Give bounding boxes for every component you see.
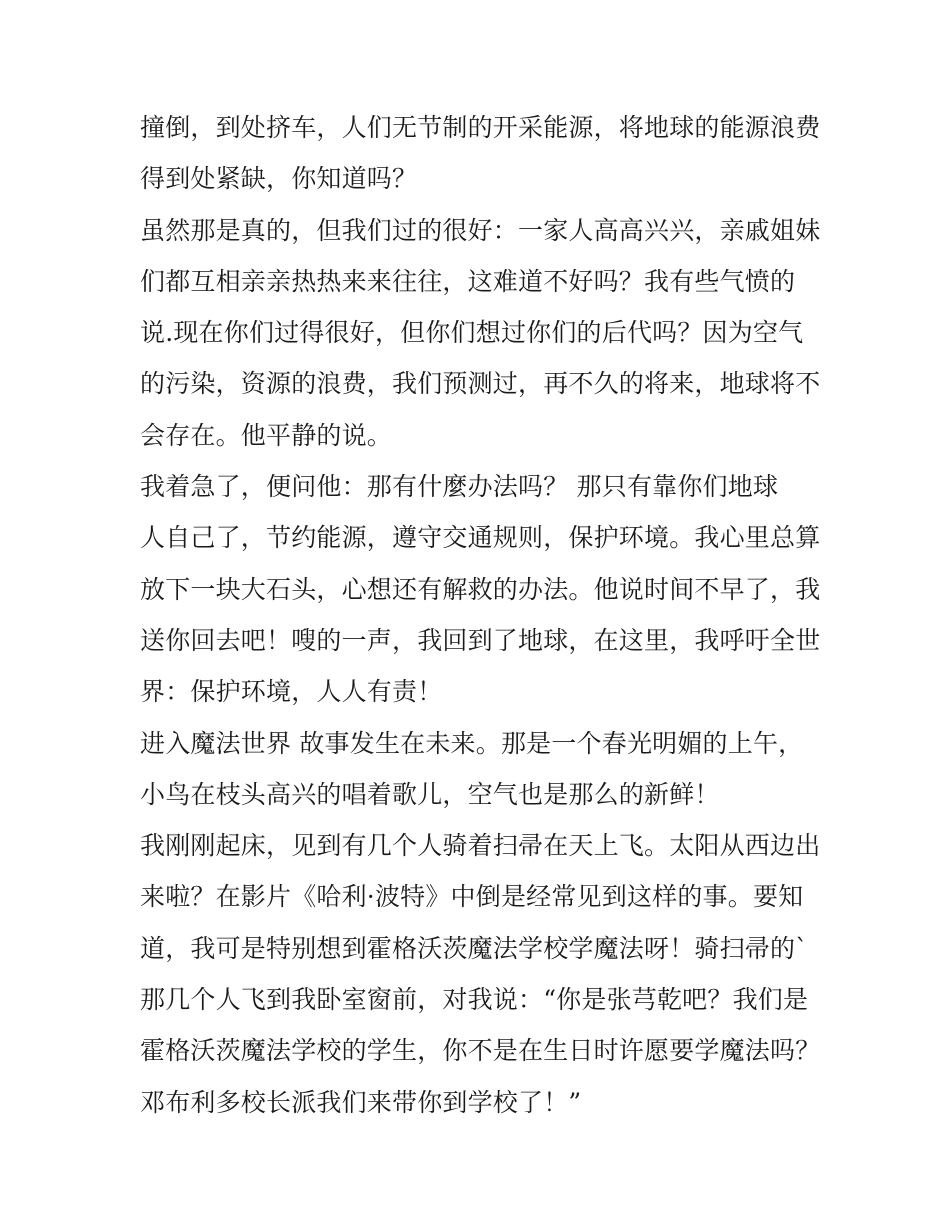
text-line: 进入魔法世界 故事发生在未来。那是一个春光明媚的上午， <box>140 728 804 758</box>
text-line: 小鸟在枝头高兴的唱着歌儿，空气也是那么的新鲜！ <box>140 779 720 809</box>
text-line: 送你回去吧！嗖的一声，我回到了地球，在这里，我呼吁全世 <box>140 625 821 655</box>
text-line: 人自己了，节约能源，遵守交通规则，保护环境。我心里总算 <box>140 523 821 553</box>
text-line: 来啦？在影片《哈利·波特》中倒是经常见到这样的事。要知 <box>140 882 804 912</box>
body-text <box>140 108 820 1134</box>
text-line: 说.现在你们过得很好，但你们想过你们的后代吗？因为空气 <box>140 318 804 348</box>
text-line: 道，我可是特别想到霍格沃茨魔法学校学魔法呀！骑扫帚的` <box>140 933 808 963</box>
text-line: 我刚刚起床，见到有几个人骑着扫帚在天上飞。太阳从西边出 <box>140 831 821 861</box>
text-line: 放下一块大石头，心想还有解救的办法。他说时间不早了，我 <box>140 574 821 604</box>
text-line: 会存在。他平静的说。 <box>140 420 393 450</box>
text-line: 得到处紧缺，你知道吗？ <box>140 164 418 194</box>
text-line: 虽然那是真的，但我们过的很好：一家人高高兴兴，亲戚姐妹 <box>140 215 821 245</box>
text-line: 我着急了，便问他：那有什麼办法吗？ 那只有靠你们地球 <box>140 472 779 502</box>
text-line: 邓布利多校长派我们来带你到学校了！” <box>140 1087 582 1117</box>
text-line: 撞倒，到处挤车，人们无节制的开采能源，将地球的能源浪费 <box>140 113 821 142</box>
text-line: 霍格沃茨魔法学校的学生，你不是在生日时许愿要学魔法吗？ <box>140 1036 821 1066</box>
text-line: 们都互相亲亲热热来来往往，这难道不好吗？我有些气愤的 <box>140 266 796 296</box>
text-line: 那几个人飞到我卧室窗前，对我说：“你是张芎乾吧？我们是 <box>140 985 809 1015</box>
text-line: 的污染，资源的浪费，我们预测过，再不久的将来，地球将不 <box>140 369 821 399</box>
text-line: 界：保护环境，人人有责！ <box>140 677 443 707</box>
